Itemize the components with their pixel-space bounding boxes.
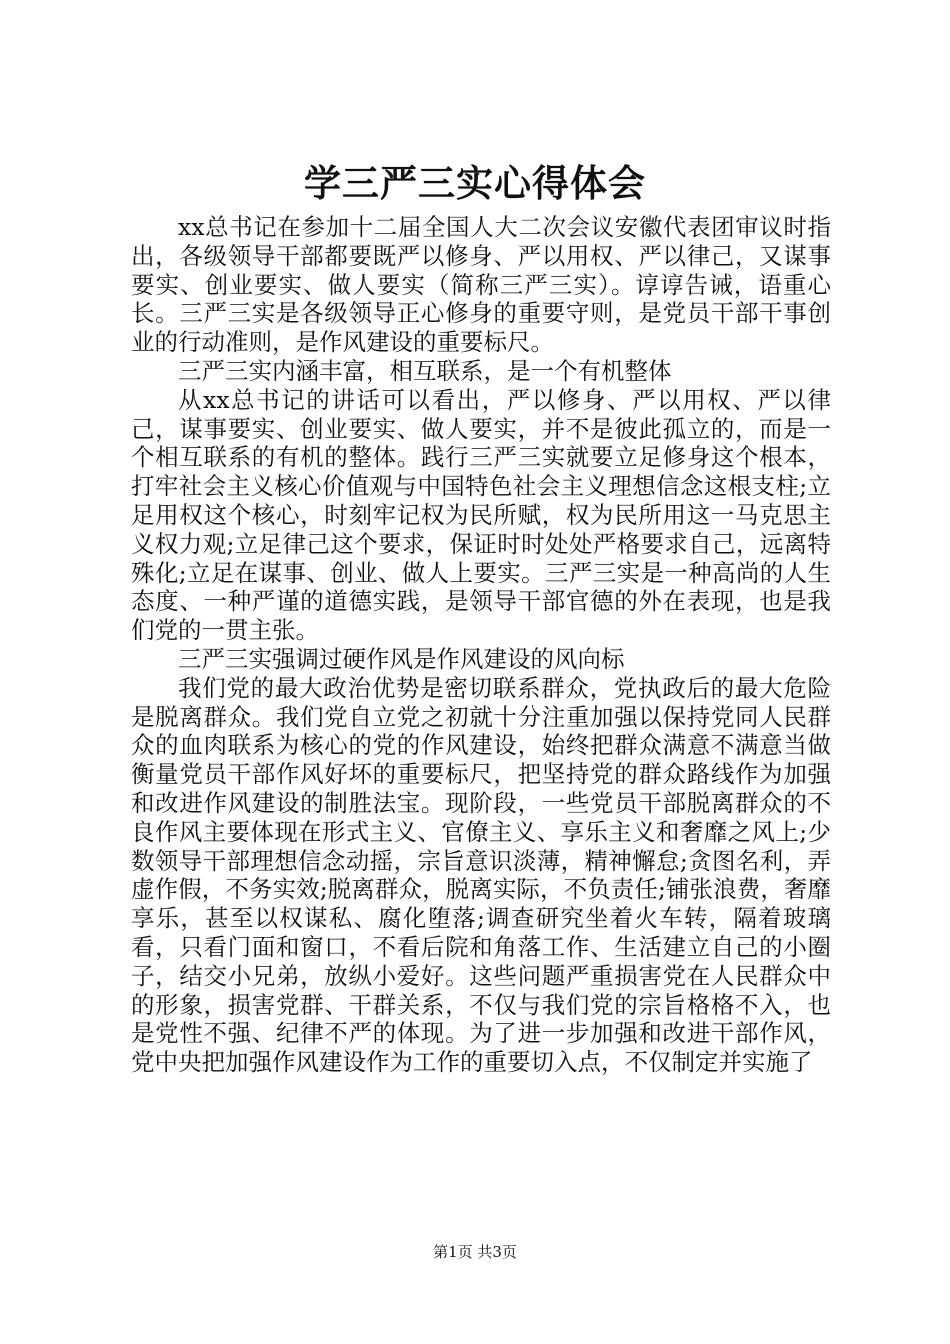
section-heading-work-style: 三严三实强调过硬作风是作风建设的风向标 [178, 644, 625, 673]
page-number-footer: 第1页 共3页 [433, 1243, 517, 1261]
paragraph-intro: xx总书记在参加十二届全国人大二次会议安徽代表团审议时指出，各级领导干部都要既严以修身、严以用权、严以律己，又谋事要实、创业要实、做人要实（简称三严三实）。谆谆告诫，语重心长。三严三实是各级领导正心修身的重要守则，是党员干部干事创业的行动准则，是作风建设的重要标尺。 [131, 213, 831, 357]
paragraph-organic-whole: 从xx总书记的讲话可以看出，严以修身、严以用权、严以律己，谋事要实、创业要实、做人要实，并不是彼此孤立的，而是一个相互联系的有机的整体。践行三严三实就要立足修身这个根本，打牢社会主义核心价值观与中国特色社会主义理想信念这根支柱;立足用权这个核心，时刻牢记权为民所赋，权为民所用这一马克思主义权力观;立足律己这个要求，保证时时处处严格要求自己，远离特殊化;立足在谋事、创业、做人上要实。三严三实是一种高尚的人生态度、一种严谨的道德实践，是领导干部官德的外在表现，也是我们党的一贯主张。 [131, 385, 831, 645]
paragraph-work-style: 我们党的最大政治优势是密切联系群众，党执政后的最大危险是脱离群众。我们党自立党之初就十分注重加强以保持党同人民群众的血肉联系为核心的党的作风建设，始终把群众满意不满意当做衡量党员干部作风好坏的重要标尺，把坚持党的群众路线作为加强和改进作风建设的制胜法宝。现阶段，一些党员干部脱离群众的不良作风主要体现在形式主义、官僚主义、享乐主义和奢靡之风上;少数领导干部理想信念动摇，宗旨意识淡薄，精神懈怠;贪图名利，弄虚作假，不务实效;脱离群众，脱离实际，不负责任;铺张浪费，奢靡享乐，甚至以权谋私、腐化堕落;调查研究坐着火车转，隔着玻璃看，只看门面和窗口，不看后院和角落工作、生活建立自己的小圈子，结交小兄弟，放纵小爱好。这些问题严重损害党在人民群众中的形象，损害党群、干群关系，不仅与我们党的宗旨格格不入，也是党性不强、纪律不严的体现。为了进一步加强和改进干部作风，党中央把加强作风建设作为工作的重要切入点，不仅制定并实施了 [131, 673, 831, 1077]
document-title: 学三严三实心得体会 [304, 161, 646, 205]
section-heading-organic-whole: 三严三实内涵丰富，相互联系，是一个有机整体 [178, 356, 672, 385]
document-body [131, 213, 831, 1077]
